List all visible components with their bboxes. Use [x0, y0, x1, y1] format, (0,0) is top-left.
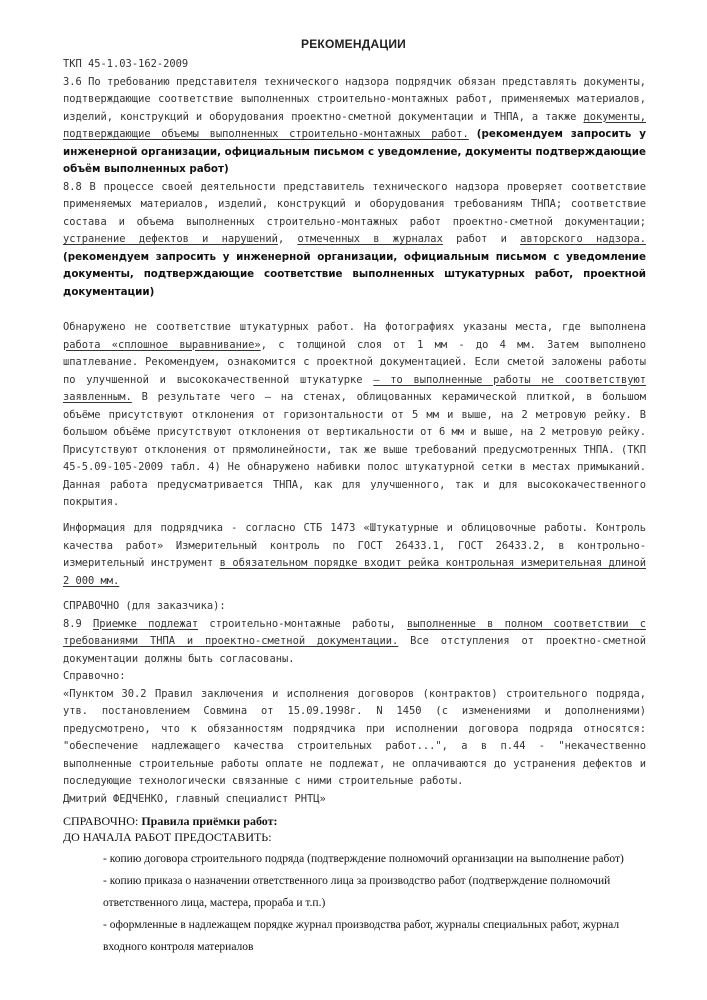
clause-8-9-text-2: Все отступления от проектно-сметной документации должны быть согласованы. [63, 635, 646, 665]
findings-text-2: , с толщиной слоя от 1 мм - до 4 мм. Затем выполнено шпатлевание. Рекомендуем, ознакомится с проектной документацией. Если сметой заложены работы по улучшенной и высококачественной штукатурке [63, 338, 647, 386]
clause-3-6-recommendation: (рекомендуем запросить у инженерной организации, официальным письмом с уведомление, документы подтверждающие объём выполненных работ) [63, 128, 646, 175]
clause-3-6 [63, 74, 646, 179]
document-title: РЕКОМЕНДАЦИИ [301, 37, 406, 51]
findings-paragraph [63, 319, 646, 512]
clause-8-8-underlined-2: отмеченных в журналах [297, 233, 443, 245]
clause-8-9-number: 8.9 [63, 617, 94, 630]
findings-text-1: Обнаружено не соответствие штукатурных работ. На фотографиях указаны места, где выполнена [63, 321, 646, 333]
standard-reference [63, 56, 646, 301]
clause-3-6-text: 3.6 По требованию представителя технического надзора подрядчик обязан представлять документы, подтверждающие соответствие выполненных строительно-монтажных работ, применяемых материалов, изделий, конструкций и оборудования проектно-сметной документации и ТНПА, а также [63, 75, 646, 123]
clause-8-8-text-3: работ и [442, 233, 521, 245]
before-start-heading: ДО НАЧАЛА РАБОТ ПРЕДОСТАВИТЬ: [63, 830, 272, 844]
acceptance-rules-title: Правила приёмки работ: [141, 814, 278, 828]
clause-8-8-text: 8.8 В процессе своей деятельности представитель технического надзора проверяет соответствие применяемых материалов, изделий, конструкций и оборудования требованиям ТНПА; соответствие состава и объема выполненных строительно-монтажных работ проектно-сметной документации; [63, 180, 646, 228]
quote-signature: Дмитрий ФЕДЧЕНКО, главный специалист РНТЦ» [63, 792, 326, 805]
standard-code: ТКП 45-1.03-162-2009 [63, 58, 189, 70]
acceptance-rules-list [103, 848, 648, 958]
clause-8-8 [63, 179, 646, 302]
customer-reference-heading: СПРАВОЧНО (для заказчика): [63, 600, 226, 612]
clause-8-8-underlined-3: авторского надзора. [520, 233, 646, 245]
clause-8-9-text: строительно-монтажные работы, [198, 617, 408, 630]
customer-reference [63, 598, 646, 808]
clause-8-9-underlined-2: выполненные в полном соответствии с требованиями ТНПА и проектно-сметной документации. [63, 617, 646, 647]
contractor-info-underlined: в обязательном порядке входит рейка контрольная измерительная длиной 2 000 мм. [63, 557, 646, 587]
clause-8-8-recommendation: (рекомендуем запросить у инженерной организации, официальным письмом с уведомление документы, подтверждающие соответствие выполненных штукатурных работ, проектной документации) [63, 250, 646, 298]
findings-text-3: В результате чего – на стенах, облицованных керамической плиткой, в большом объёме присутствуют отклонения от горизонтальности от 5 мм и выше, на 2 метровую рейку. В большом объёме присутствуют отклонения от вертикальности от 6 мм и выше, на 2 метровую рейку. Присутствуют отклонения от прямолинейности, так же выше требований предусмотренных ТНПА. (ТКП 45-5.09-105-2009 табл. 4) Не обнаружено набивки полос штукатурной сетки в местах примыканий. Данная работа предусматривается ТНПА, как для улучшенного, так и для высококачественного покрытия. [63, 391, 646, 508]
list-item: - копию договора строительного подряда (подтверждение полномочий организации на выполнение работ) [103, 853, 624, 865]
acceptance-rules-header [63, 813, 646, 845]
legal-quote: «Пунктом 30.2 Правил заключения и исполнения договоров (контрактов) строительного подряда, утв. постановлением Совмина от 15.09.1998г. N 1450 (с изменениями и дополнениями) предусмотрено, что к обязанностям подрядчика при исполнении договора подряда относятся: "обеспечение надлежащего качества строительных работ...", а в п.44 - "некачественно выполненные строительные работы оплате не подлежат, не оплачиваются до устранения дефектов и последующие технологически связанные с ними строительные работы. [63, 687, 646, 787]
clause-8-8-underlined-1: устранение дефектов и нарушений [63, 233, 278, 245]
clause-8-8-text-2: , [277, 233, 298, 245]
contractor-info [63, 520, 646, 590]
list-item: - копию приказа о назначении ответственного лица за производство работ (подтверждение полномочий ответственного лица, мастера, прораба и т.п.) [103, 875, 611, 909]
clause-8-9-underlined-1: Приемке подлежат [93, 617, 199, 630]
contractor-info-text: Информация для подрядчика - согласно СТБ 1473 «Штукатурные и облицовочные работы. Контроль качества работ» Измерительный контроль по ГОСТ 26433.1, ГОСТ 26433.2, в контрольно-измерительный инструмент [63, 522, 646, 569]
reference-heading: Справочно: [63, 670, 126, 682]
list-item: - оформленные в надлежащем порядке журнал производства работ, журналы специальных работ, журнал входного контроля материалов [103, 919, 620, 953]
findings-underlined-2: – то выполненные работы не соответствуют заявленным. [63, 373, 646, 403]
findings-underlined-1: работа «сплошное выравнивание» [63, 338, 261, 351]
clause-8-9 [63, 616, 646, 669]
clause-3-6-underlined: документы, подтверждающие объемы выполненных строительно-монтажных работ. [63, 110, 646, 140]
acceptance-rules-prefix: СПРАВОЧНО: [63, 814, 142, 828]
